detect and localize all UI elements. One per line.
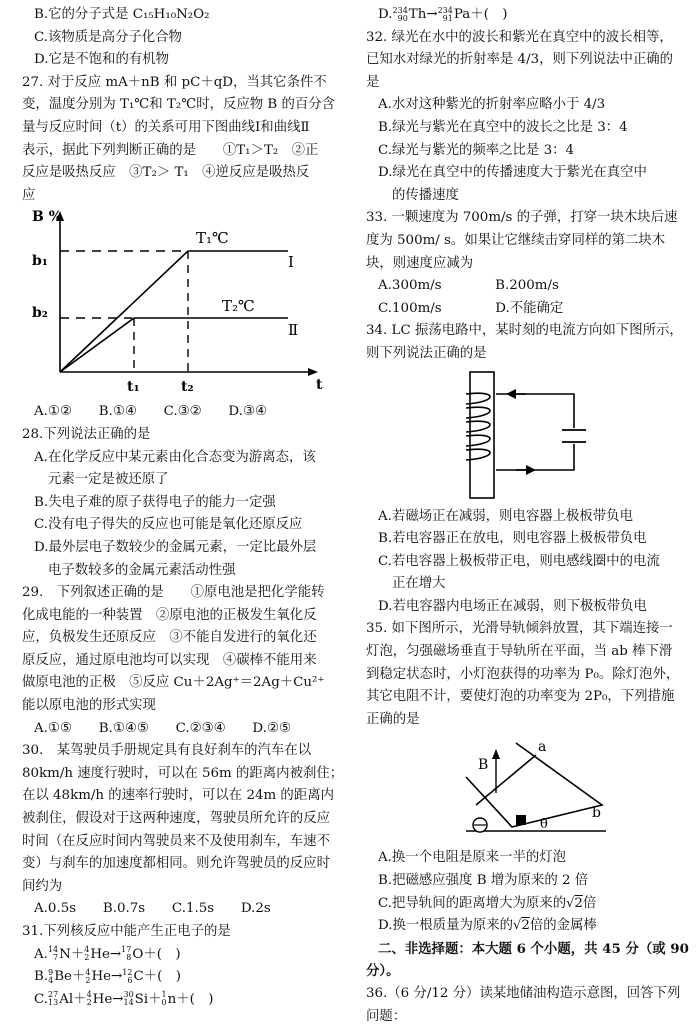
t1-label: t₁ [127,379,140,396]
b2-label: b₂ [32,305,48,322]
q31-option-b: B. 9 4 Be＋ 4 2 He→ 12 6 C＋( ) [34,967,181,985]
section-2-heading-1: 二、非选择题：本大题 6 个小题，共 45 分（或 90 [378,940,689,957]
q26-option-d: D.它是不饱和的有机物 [34,52,170,68]
q30-line-7: 间约为 [22,878,63,894]
q27-line-3: 量与反应时间（t）的关系可用下图曲线Ⅰ和曲线Ⅱ [22,119,310,135]
q32-option-d-2: 的传播速度 [392,187,459,203]
q29-line-1: 29. 下列叙述正确的是 ①原电池是把化学能转 [22,585,325,601]
rod-end-a-label: a [538,739,547,756]
q34-line-2: 则下列说法正确的是 [366,345,487,361]
bottom-arrow-head [526,465,536,475]
curve-1-roman: Ⅰ [288,253,294,272]
q28-option-d-1: D.最外层电子数较少的金属元素，一定比最外层 [34,539,317,555]
q32-option-a: A.水对这种紫光的折射率应略小于 4/3 [378,97,606,113]
theta-marker [516,815,526,825]
rail-frame [466,743,602,827]
q32-option-b: B.绿光与紫光在真空中的波长之比是 3：4 [378,119,628,135]
q35-option-b: B.把磁感应强度 B 增为原来的 2 倍 [378,873,589,889]
current-arrow-head [506,389,516,399]
q28-option-a-1: A.在化学反应中某元素由化合态变为游离态，该 [34,449,316,465]
right-column [366,0,688,1028]
q27-line-5: 反应是吸热反应 ③T₂＞ T₁ ④逆反应是吸热反 [22,165,310,181]
b-field-label: B [478,757,489,774]
q27-line-4: 表示，据此下列判断正确的是 ①T₁＞T₂ ②正 [22,142,319,158]
q30-line-6: 变）与刹车的加速度都相同。则允许驾驶员的反应时 [22,856,330,872]
x-axis-arrow [308,368,318,376]
q28-option-d-2: 电子数较多的金属元素活动性强 [48,562,236,578]
q28-option-a-2: 元素一定是被还原了 [48,472,169,488]
q35-option-d: D.换一根质量为原来的√2倍的金属棒 [378,918,597,934]
q34-option-c-1: C.若电容器上极板带正电，则电感线圈中的电流 [378,553,660,569]
q32-line-2: 已知水对绿光的折射率是 4/3，则下列说法中正确的 [366,52,674,68]
curve-2-roman: Ⅱ [288,321,299,340]
q32-option-c: C.绿光与紫光的频率之比是 3：4 [378,142,575,158]
q32-line-1: 32. 绿光在水中的波长和紫光在真空中的波长相等， [366,29,673,45]
q33-line-1: 33. 一颗速度为 700m/s 的子弹，打穿一块木块后速 [366,210,678,226]
q31-option-c: C. 27 13 Al＋ 4 2 He→ 30 14 Si＋ 1 0 n＋( ) [34,990,214,1008]
b1-label: b₁ [32,253,48,270]
curve-2-temp-label: T₂℃ [222,297,255,316]
b-field-arrow-head [492,749,500,759]
q36-line-2: 问题： [366,1008,407,1024]
q31-option-a: A. 14 7 N＋ 4 2 He→ 17 8 O＋( ) [34,945,181,963]
q29-line-4: 原反应，通过原电池均可以实现 ④碳棒不能用来 [22,652,317,668]
q35-line-3: 到稳定状态时，小灯泡获得的功率为 P₀。除灯泡外， [366,666,680,682]
q27-line-6: 应 [22,187,36,203]
q36-line-1: 36.（6 分/12 分）读某地储油构造示意图，回答下列 [366,986,681,1001]
section-2-heading-2: 分）。 [366,963,400,980]
q31-stem: 31.下列核反应中能产生正电子的是 [22,924,231,939]
q27-line-1: 27. 对于反应 mA＋nB 和 pC＋qD，当其它条件不 [22,74,327,90]
q26-option-c: C.该物质是高分子化合物 [34,29,182,45]
curve-1-rise [60,251,188,372]
curve-1-temp-label: T₁℃ [196,229,229,248]
q32-option-d-1: D.绿光在真空中的传播速度大于紫光在真空中 [378,165,647,181]
q33-options-cd: C.100m/s D.不能确定 [378,300,564,316]
q34-option-d: D.若电容器内电场正在减弱，则下极板带负电 [378,598,647,614]
q27-graph [26,207,346,399]
q30-line-2: 80km/h 速度行驶时，可以在 56m 的距离内被刹住； [22,765,344,781]
curve-2-rise [60,318,134,372]
q35-line-5: 正确的是 [366,711,420,727]
q34-option-a: A.若磁场正在减弱，则电容器上极板带负电 [378,508,633,524]
theta-label: θ [540,817,548,833]
t2-label: t₂ [181,379,194,396]
q32-line-3: 是 [366,74,380,90]
q34-option-b: B.若电容器正在放电，则电容器上极板带负电 [378,531,647,547]
q27-line-2: 变，温度分别为 T₁℃和 T₂℃时，反应物 B 的百分含 [22,97,336,113]
q29-line-5: 做原电池的正极 ⑤反应 Cu＋2Ag⁺＝2Ag＋Cu²⁺ [22,675,325,691]
q29-options: A.①⑤ B.①④⑤ C.②③④ D.②⑤ [34,720,291,736]
q34-line-1: 34. LC 振荡电路中，某时刻的电流方向如下图所示， [366,323,683,339]
q28-stem: 28.下列说法正确的是 [22,426,151,442]
q30-line-4: 被刹住，假设对于这两种速度，驾驶员所允许的反应 [22,811,330,827]
lc-circuit-figure [366,366,688,506]
q30-options: A.0.5s B.0.7s C.1.5s D.2s [34,901,271,917]
q30-line-5: 时间（在反应时间内驾驶员来不及使用刹车，车速不 [22,833,330,849]
q33-line-2: 度为 500m/ s。如果让它继续击穿同样的第二块木 [366,232,666,248]
rod-end-b-label: b [592,805,601,822]
q31-option-d: D. 234 90 Th→ 234 91 Pa＋( ) [378,5,508,23]
q34-option-c-2: 正在增大 [392,576,446,592]
q35-line-2: 灯泡，匀强磁场垂直于导轨所在平面，当 ab 棒下滑 [366,644,673,660]
top-wire [496,394,574,428]
q33-line-3: 块，则速度应减为 [366,255,474,271]
q35-line-4: 其它电阻不计，要使灯泡的功率变为 2P₀，下列措施 [366,689,675,705]
q29-line-6: 能以原电池的形式实现 [22,698,156,714]
q30-line-3: 在以 48km/h 的速率行驶时，可以在 24m 的距离内 [22,788,334,804]
q35-option-a: A.换一个电阻是原来一半的灯泡 [378,850,567,866]
q29-line-2: 化成电能的一种装置 ②原电池的正极发生氧化反 [22,607,317,623]
left-column [22,0,348,1011]
q28-option-c: C.没有电子得失的反应也可能是氧化还原反应 [34,517,303,533]
q27-options: A.①② B.①④ C.③② D.③④ [34,404,267,420]
q33-options-ab: A.300m/s B.200m/s [378,278,559,294]
q28-option-b: B.失电子难的原子获得电子的能力一定强 [34,494,276,510]
inclined-rails-figure [366,731,688,847]
y-axis-label: B % [32,209,63,226]
bottom-wire [496,444,574,470]
q26-option-b: B.它的分子式是 C₁₅H₁₀N₂O₂ [34,7,210,22]
q30-line-1: 30. 某驾驶员手册规定具有良好刹车的汽车在以 [22,743,312,759]
q35-line-1: 35. 如下图所示，光滑导轨倾斜放置，其下端连接一 [366,621,673,637]
q35-option-c: C.把导轨间的距离增大为原来的√2倍 [378,895,597,911]
t-axis-label: t [316,377,323,394]
q29-line-3: 应，负极发生还原反应 ③不能自发进行的氧化还 [22,630,317,646]
